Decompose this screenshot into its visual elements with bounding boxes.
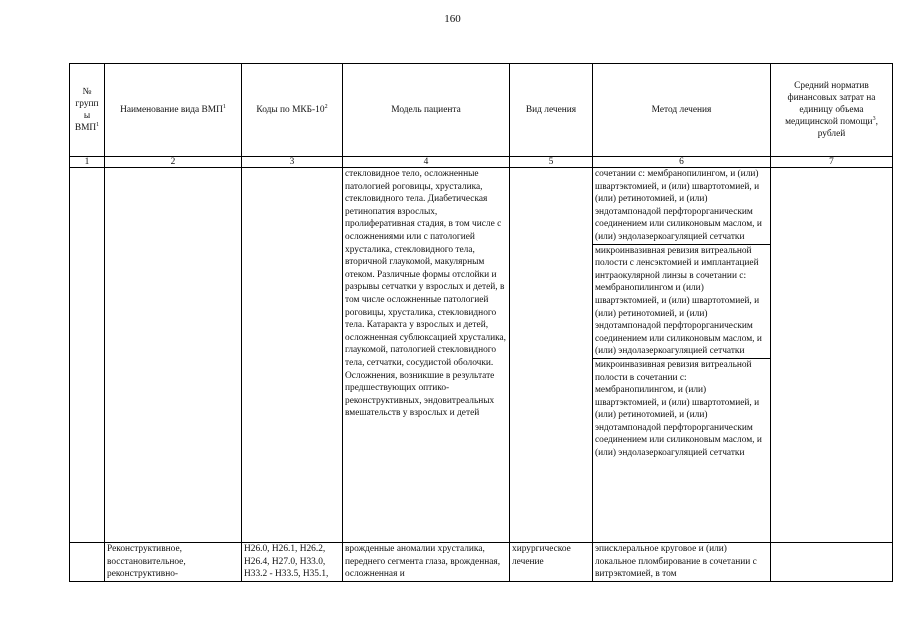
column-number: 4 xyxy=(343,157,510,168)
column-number: 2 xyxy=(105,157,242,168)
vmp-name-cell xyxy=(105,168,242,543)
patient-model-cell: стекловидное тело, осложненные патологией роговицы, хрусталика, стекловидного тела. Диабетическая ретинопатия взрослых, пролиферативная стадия, в том числе с осложнениями или с патологией хрусталика, стекловидного тела, вторичной глаукомой, макулярным отеком. Различные формы отслойки и разрывы сетчатки у взрослых и детей, в том числе осложненные патологией роговицы, хрусталика, стекловидного тела. Катаракта у взрослых и детей, осложненная сублюксацией хрусталика, глаукомой, патологией стекловидного тела, сетчатки, сосудистой оболочки. Осложнения, возникшие в результате предшествующих оптико-реконструктивных, эндовитреальных вмешательств у взрослых и детей xyxy=(343,168,510,543)
patient-model-cell: врожденные аномалии хрусталика, переднего сегмента глаза, врожденная, осложненная и xyxy=(343,543,510,582)
cost-cell xyxy=(771,168,893,543)
icd-codes-cell xyxy=(242,168,343,543)
treatment-method-cell: эписклеральное круговое и (или) локальное пломбирование в сочетании с витрэктомией, в том xyxy=(593,543,771,582)
method-item: сочетании с: мембранопилингом, и (или) швартэктомией, и (или) швартотомией, и (или) ретинотомией, и (или) эндотампонадой перфторорганическим соединением или силиконовым маслом, и (или) эндолазеркоагуляцией сетчатки xyxy=(593,168,770,245)
page-number: 160 xyxy=(444,13,461,25)
icd-codes-cell: H26.0, H26.1, H26.2, H26.4, H27.0, H33.0, H33.2 - H33.5, H35.1, xyxy=(242,543,343,582)
header-treatment-type: Вид лечения xyxy=(510,64,593,157)
header-row xyxy=(70,64,893,157)
header-treatment-method: Метод лечения xyxy=(593,64,771,157)
column-number: 1 xyxy=(70,157,105,168)
column-number: 3 xyxy=(242,157,343,168)
column-number: 6 xyxy=(593,157,771,168)
method-item: микроинвазивная ревизия витреальной полости в сочетании с: мембранопилингом, и (или) швартэктомией, и (или) швартотомией, и (или) ретинотомией, и (или) эндотампонадой перфторорганическим соединением или силиконовым маслом, и (или) эндолазеркоагуляцией сетчатки xyxy=(595,359,762,459)
table-row xyxy=(70,543,893,582)
vmp-name-cell: Реконструктивное, восстановительное, реконструктивно- xyxy=(105,543,242,582)
header-group-number: № групп ы ВМП$^1$ xyxy=(70,64,105,157)
column-number-row xyxy=(70,157,893,168)
column-number: 5 xyxy=(510,157,593,168)
treatment-method-cell xyxy=(593,168,771,543)
header-vmp-name: Наименование вида ВМП$^1$ xyxy=(105,64,242,157)
group-number-cell xyxy=(70,168,105,543)
treatment-type-cell: хирургическое лечение xyxy=(510,543,593,582)
cost-cell xyxy=(771,543,893,582)
header-cost-standard: Средний норматив финансовых затрат на единицу объема медицинской помощи$^3$, рублей xyxy=(771,64,893,157)
method-item: микроинвазивная ревизия витреальной полости с ленсэктомией и имплантацией интраокулярной линзы в сочетании с: мембранопилингом и (или) швартэктомией, и (или) швартотомией, и (или) ретинотомией, и (или) эндотампонадой перфторорганическим соединением или силиконовым маслом, и (или) эндолазеркоагуляцией сетчатки xyxy=(593,245,770,359)
header-icd-codes: Коды по МКБ-$10^2$ xyxy=(242,64,343,157)
table-row xyxy=(70,168,893,543)
group-number-cell xyxy=(70,543,105,582)
vmp-table xyxy=(69,63,893,582)
column-number: 7 xyxy=(771,157,893,168)
header-patient-model: Модель пациента xyxy=(343,64,510,157)
treatment-type-cell xyxy=(510,168,593,543)
